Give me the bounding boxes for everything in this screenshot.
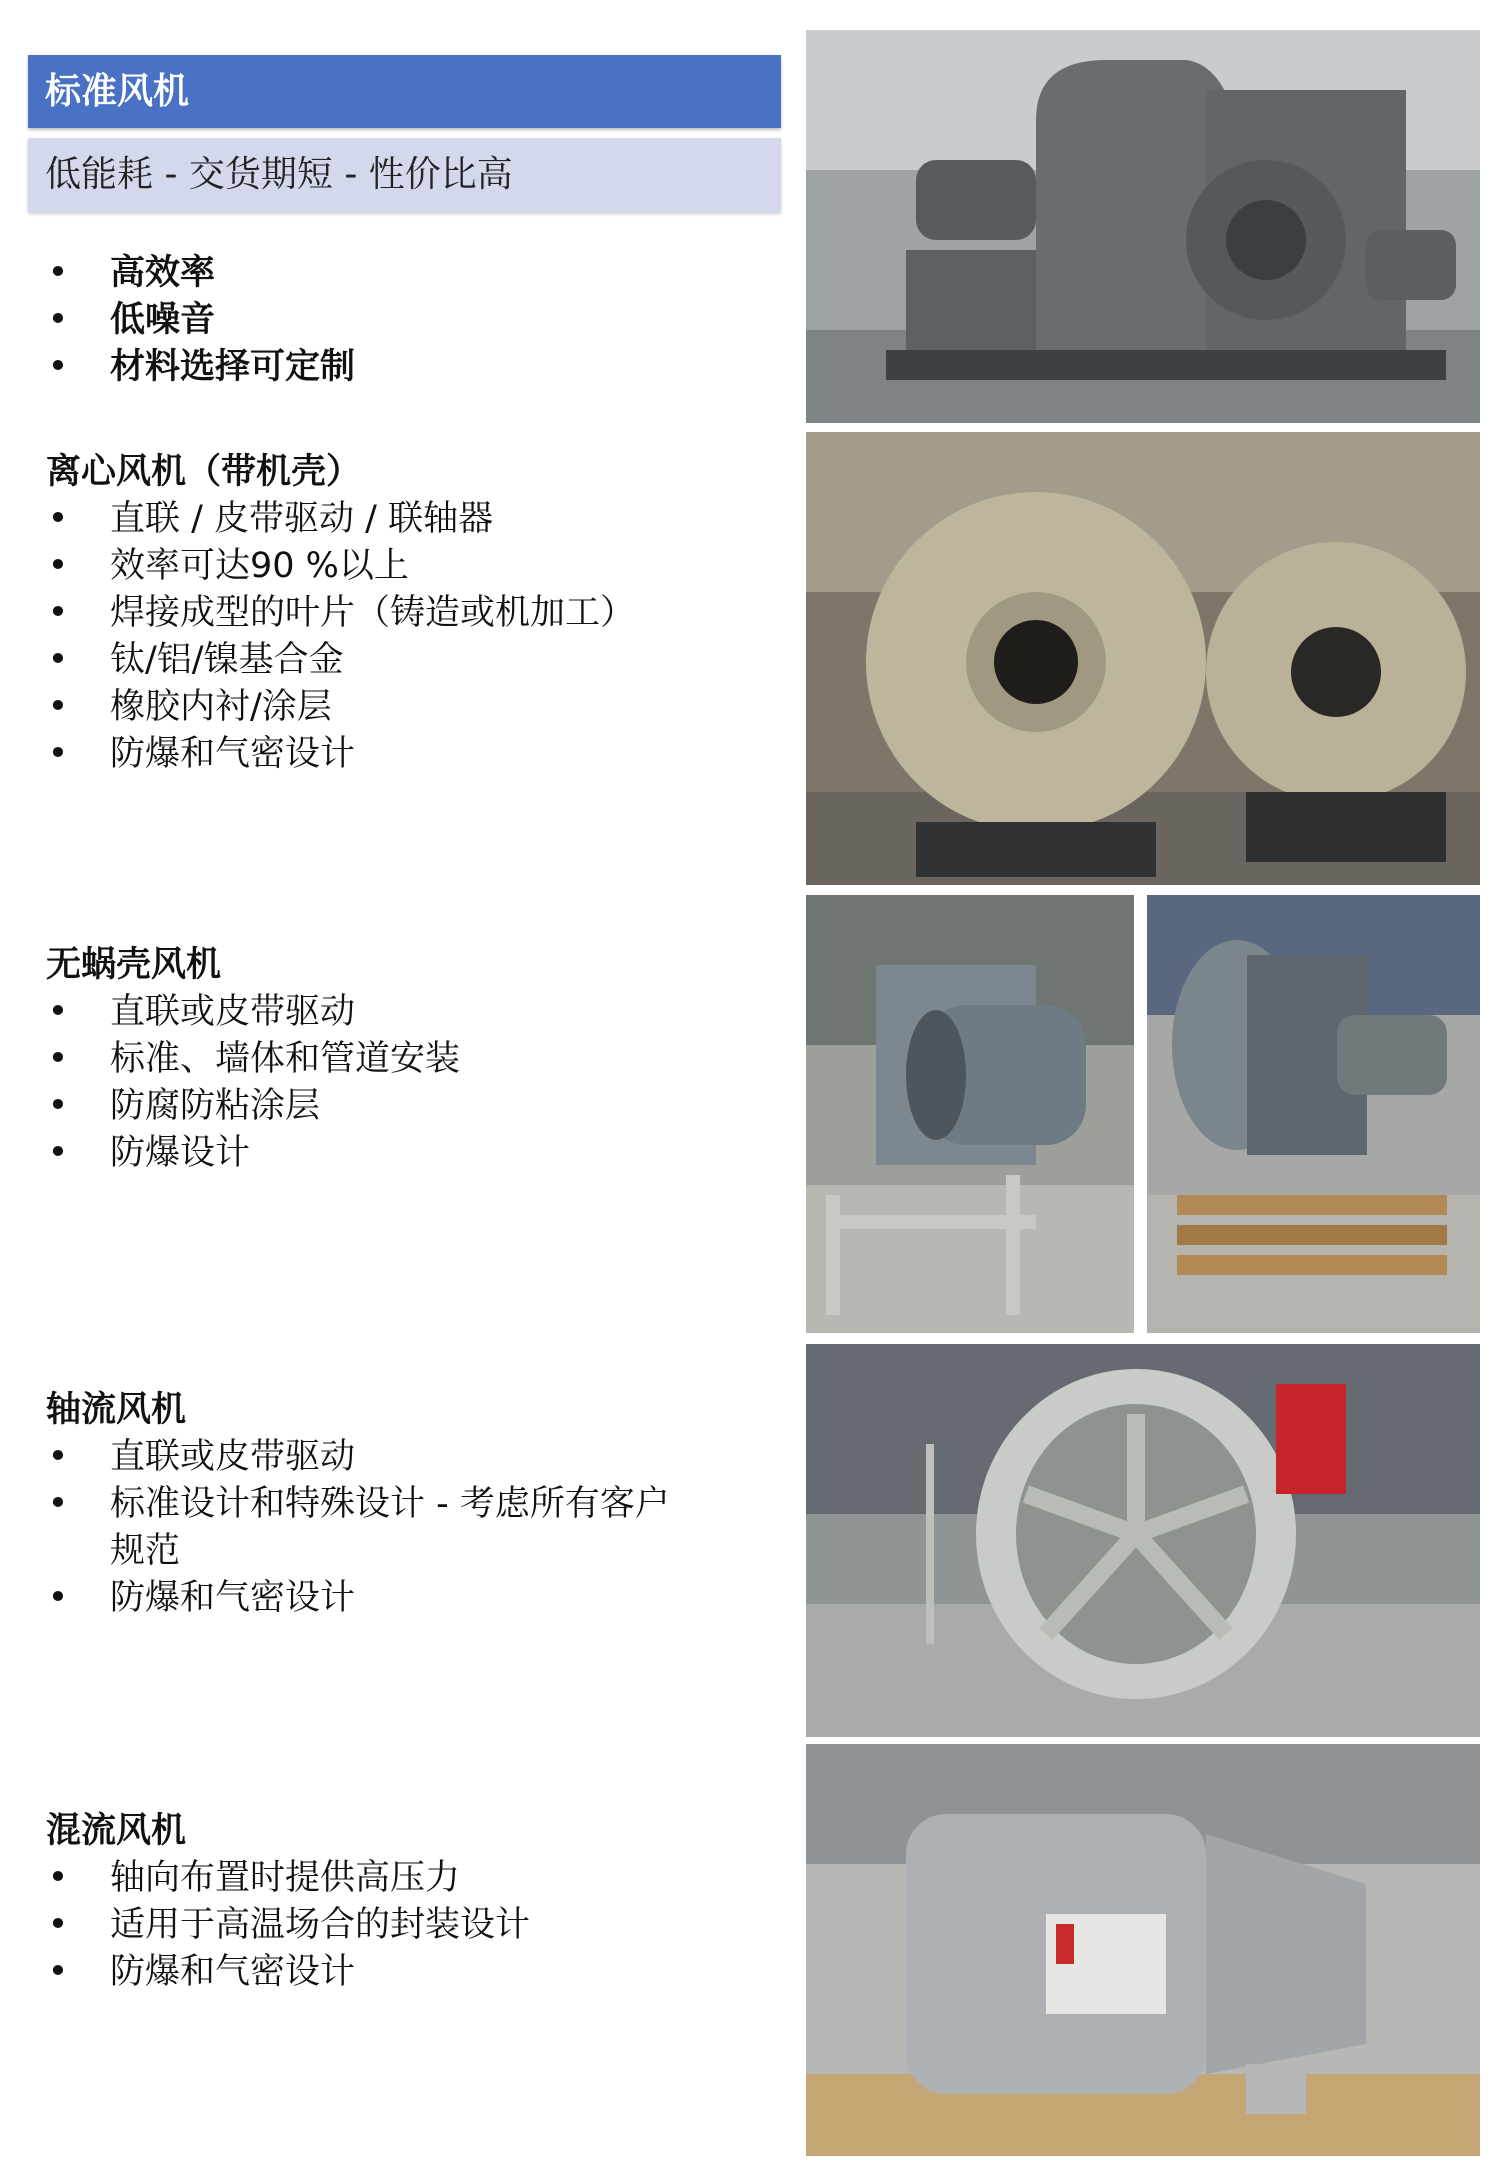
list-item: • 标准设计和特殊设计 - 考虑所有客户 xyxy=(46,1481,776,1528)
list-item: • 防爆和气密设计 xyxy=(46,731,776,778)
section-plug-fan xyxy=(46,942,776,1177)
bullet-icon: • xyxy=(47,734,69,774)
bullet-icon: • xyxy=(47,1905,69,1945)
bullet-icon: • xyxy=(47,992,69,1032)
section-axial-fan xyxy=(46,1387,776,1622)
bullet-icon: • xyxy=(47,1133,69,1173)
bullet-icon: • xyxy=(47,1086,69,1126)
bullet-icon: • xyxy=(47,1952,69,1992)
photo-axial-fan xyxy=(806,1344,1480,1737)
section-heading: 无蜗壳风机 xyxy=(46,945,222,985)
features-list xyxy=(46,250,776,391)
section-mixed-flow-fan xyxy=(46,1808,776,1996)
photo-plug-fan-pallet xyxy=(1147,895,1480,1333)
section-banner-title: 标准风机 xyxy=(28,55,781,128)
list-item: • 橡胶内衬/涂层 xyxy=(46,684,776,731)
list-item: • 防爆和气密设计 xyxy=(46,1575,776,1622)
bullet-icon: • xyxy=(47,499,69,539)
bullet-icon: • xyxy=(47,593,69,633)
section-centrifugal xyxy=(46,449,776,778)
photo-centrifugal-fan xyxy=(806,432,1480,885)
bullet-icon: • xyxy=(47,1484,69,1524)
section-heading: 离心风机（带机壳） xyxy=(46,452,362,492)
list-item: • 焊接成型的叶片（铸造或机加工） xyxy=(46,590,776,637)
list-item: • 效率可达90 %以上 xyxy=(46,543,776,590)
photo-mixed-flow-fan xyxy=(806,1744,1480,2156)
list-item: • 材料选择可定制 xyxy=(46,344,776,391)
list-item: • 直联或皮带驱动 xyxy=(46,989,776,1036)
photo-standard-fan xyxy=(806,30,1480,423)
bullet-icon: • xyxy=(47,300,69,340)
list-item: • 直联或皮带驱动 xyxy=(46,1434,776,1481)
bullet-icon: • xyxy=(47,640,69,680)
list-item: • 标准、墙体和管道安装 xyxy=(46,1036,776,1083)
list-item: • 防爆和气密设计 xyxy=(46,1949,776,1996)
list-item-continuation: 规范 xyxy=(110,1531,181,1571)
list-item: • 钛/铝/镍基合金 xyxy=(46,637,776,684)
photo-plug-fan-frame xyxy=(806,895,1134,1333)
list-item: • 防爆设计 xyxy=(46,1130,776,1177)
section-heading: 轴流风机 xyxy=(46,1390,187,1430)
list-item: • 高效率 xyxy=(46,250,776,297)
bullet-icon: • xyxy=(47,1858,69,1898)
list-item: • 轴向布置时提供高压力 xyxy=(46,1855,776,1902)
section-heading: 混流风机 xyxy=(46,1811,187,1851)
list-item: • 低噪音 xyxy=(46,297,776,344)
bullet-icon: • xyxy=(47,546,69,586)
list-item: • 适用于高温场合的封装设计 xyxy=(46,1902,776,1949)
bullet-icon: • xyxy=(47,1578,69,1618)
list-item: • 防腐防粘涂层 xyxy=(46,1083,776,1130)
list-item: • 直联 / 皮带驱动 / 联轴器 xyxy=(46,496,776,543)
bullet-icon: • xyxy=(47,347,69,387)
bullet-icon: • xyxy=(47,687,69,727)
bullet-icon: • xyxy=(47,253,69,293)
bullet-icon: • xyxy=(47,1437,69,1477)
section-banner-subtitle: 低能耗 - 交货期短 - 性价比高 xyxy=(28,138,781,212)
bullet-icon: • xyxy=(47,1039,69,1079)
